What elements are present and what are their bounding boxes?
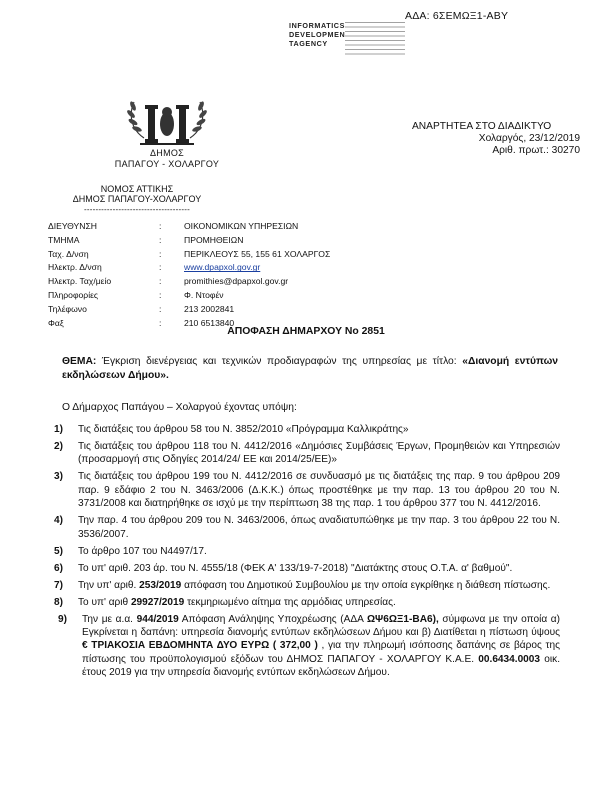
item-number: 4): [54, 515, 63, 527]
subject-label: ΘΕΜΑ:: [62, 356, 97, 367]
info-colon: :: [159, 276, 162, 287]
item-text: Το άρθρο 107 του Ν4497/17.: [78, 545, 207, 557]
logo-line: DEVELOPMEN: [289, 30, 346, 39]
subject-paragraph: [62, 355, 558, 382]
list-item: [52, 613, 560, 680]
item-text: Την υπ' αριθ. 253/2019 απόφαση του Δημοτικού Συμβουλίου με την οποία εγκρίθηκε η διάθεση πίστωσης.: [78, 579, 551, 591]
prefecture-header: [62, 184, 212, 205]
info-row: [48, 221, 484, 235]
info-row: [48, 249, 484, 263]
ada-code: ΑΔΑ: 6ΣΕΜΩΞ1-ΑΒΥ: [405, 10, 509, 22]
item-text: Την με α.α. 944/2019 Απόφαση Ανάληψης Υποχρέωσης (ΑΔΑ ΩΨ6ΩΞ1-ΒΑ6), σύμφωνα με την οποία α) Εγκρίνεται η δαπάνη: υπηρεσία διανομής εντύπων εκδηλώσεων Δήμου και β) Διατίθεται η πίστωση ύψους € ΤΡΙΑΚΟΣΙΑ ΕΒΔΟΜΗΝΤΑ ΔΥΟ ΕΥΡΩ ( 372,00 ) , για την πληρωμή ισόποσης δαπάνης σε βάρος της πίστωσης του προϋπολογισμού εξόδων του ΔΗΜΟΣ ΠΑΠΑΓΟΥ - ΧΟΛΑΡΓΟΥ Κ.Α.Ε. 00.6434.0003 οικ. έτους 2019 για την υπηρεσία διανομής εντύπων εκδηλώσεων Δήμου.: [82, 613, 561, 679]
item-number: 5): [54, 545, 63, 557]
info-value: ΟΙΚΟΝΟΜΙΚΩΝ ΥΠΗΡΕΣΙΩΝ: [184, 221, 299, 231]
subject-text: Έγκριση διενέργειας και τεχνικών προδιαγραφών της υπηρεσίας με τίτλο:: [96, 356, 463, 367]
intro-line: Ο Δήμαρχος Παπάγου – Χολαργού έχοντας υπόψη:: [62, 402, 297, 413]
logo-line: TAGENCY: [289, 39, 328, 48]
item-number: 2): [54, 441, 63, 452]
item-text: Το υπ' αριθ. 203 άρ. του Ν. 4555/18 (ΦΕΚ Α' 133/19-7-2018) "Διατάκτης στους Ο.Τ.Α. α' βαθμού".: [78, 562, 513, 574]
info-key: Ηλεκτρ. Δ/νση: [48, 262, 102, 273]
prefecture-line: ΝΟΜΟΣ ΑΤΤΙΚΗΣ: [100, 184, 174, 194]
info-value: Φ. Ντοφέν: [184, 289, 224, 300]
info-key: Φαξ: [48, 317, 64, 328]
info-row: [48, 262, 484, 276]
info-colon: :: [159, 303, 162, 314]
item-text: Τις διατάξεις του άρθρου 58 του Ν. 3852/2010 «Πρόγραμμα Καλλικράτης»: [78, 424, 409, 435]
info-row: [48, 304, 484, 318]
item-number: 7): [54, 579, 63, 591]
item-text: Το υπ' αριθ 29927/2019 τεκμηριωμένο αίτημα της αρμόδιας υπηρεσίας.: [78, 596, 396, 608]
logo-line: INFORMATICS: [289, 21, 345, 30]
list-item: [52, 545, 560, 558]
municipality-line: ΔΗΜΟΣ ΠΑΠΑΓΟΥ-ΧΟΛΑΡΓΟΥ: [72, 194, 202, 205]
info-key: Ταχ. Δ/νση: [48, 248, 89, 259]
list-item: [52, 579, 560, 592]
municipality-name: [92, 148, 242, 169]
item-number: 3): [54, 471, 63, 483]
info-value: 213 2002841: [184, 303, 235, 314]
decision-title: ΑΠΟΦΑΣΗ ΔΗΜΑΡΧΟΥ Νο 2851: [227, 326, 385, 337]
considerations-list: [52, 423, 560, 683]
info-key: Ηλεκτρ. Ταχ/μείο: [48, 276, 112, 287]
item-number: 8): [54, 596, 63, 608]
item-text: Τις διατάξεις του άρθρου 199 του Ν. 4412/2016 σε συνδυασμό με τις διατάξεις της παρ. 9 του άρθρου 209 παρ. 9 εδάφιο 2 του Ν. 3463/2006 (Δ.Κ.Κ.) όπως προστέθηκε με την παρ. 13 του άρθρου 20 του Ν. 3731/2008 και διατηρήθηκε σε ισχύ με την περίπτωση 38 της παρ. 1 του άρθρου 377 του Ν. 4412/2016.: [78, 471, 560, 510]
list-item: [52, 423, 560, 436]
info-row: [48, 235, 484, 249]
item-number: 6): [54, 562, 63, 574]
list-item: [52, 440, 560, 467]
informatics-agency-logo: [289, 21, 407, 59]
item-number: 9): [58, 613, 67, 625]
info-colon: :: [159, 221, 162, 231]
info-row: [48, 290, 484, 304]
info-key: Πληροφορίες: [48, 289, 99, 300]
website-link[interactable]: www.dpapxol.gov.gr: [184, 262, 261, 273]
place-date: Χολαργός, 23/12/2019: [478, 133, 580, 145]
dotted-separator: -------------------------------------: [84, 205, 190, 214]
info-colon: :: [159, 317, 162, 328]
info-colon: :: [159, 248, 162, 259]
right-header: [412, 121, 580, 158]
protocol-number: Αριθ. πρωτ.: 30270: [492, 145, 580, 157]
info-key: ΤΜΗΜΑ: [48, 234, 80, 245]
info-key: Τηλέφωνο: [48, 303, 87, 314]
info-key: ΔΙΕΥΘΥΝΣΗ: [48, 221, 97, 231]
info-value: ΠΡΟΜΗΘΕΙΩΝ: [184, 234, 244, 245]
info-colon: :: [159, 234, 162, 245]
info-row: [48, 276, 484, 290]
list-item: [52, 596, 560, 609]
info-value: ΠΕΡΙΚΛΕΟΥΣ 55, 155 61 ΧΟΛΑΡΓΟΣ: [184, 248, 331, 259]
posting-note: ΑΝΑΡΤΗΤΕΑ ΣΤΟ ΔΙΑΔΙΚΤΥΟ: [412, 121, 552, 132]
list-item: [52, 470, 560, 510]
logo-fine-print-icon: [345, 22, 405, 58]
list-item: [52, 562, 560, 575]
info-colon: :: [159, 262, 162, 273]
info-value: promithies@dpapxol.gov.gr: [184, 276, 289, 287]
list-item: [52, 514, 560, 541]
subject-title: «Διανομή εντύπων εκδηλώσεων Δήμου».: [62, 356, 558, 381]
item-number: 1): [54, 424, 63, 435]
municipality-line: ΠΑΠΑΓΟΥ - ΧΟΛΑΡΓΟΥ: [114, 158, 220, 169]
item-text: Τις διατάξεις του άρθρου 118 του Ν. 4412/2016 «Δημόσιες Συμβάσεις Έργων, Προμηθειών και Υπηρεσιών (προσαρμογή στις Οδηγίες 2014/24/ ΕΕ και 2014/25/ΕΕ)»: [78, 441, 560, 466]
contact-info-table: [48, 221, 484, 331]
info-colon: :: [159, 289, 162, 300]
info-value: 210 6513840: [184, 317, 235, 328]
municipality-line: ΔΗΜΟΣ: [149, 148, 185, 158]
item-text: Την παρ. 4 του άρθρου 209 του Ν. 3463/2006, όπως αναδιατυπώθηκε με την παρ. 3 του άρθρου 22 του Ν. 3536/2007.: [78, 515, 560, 540]
